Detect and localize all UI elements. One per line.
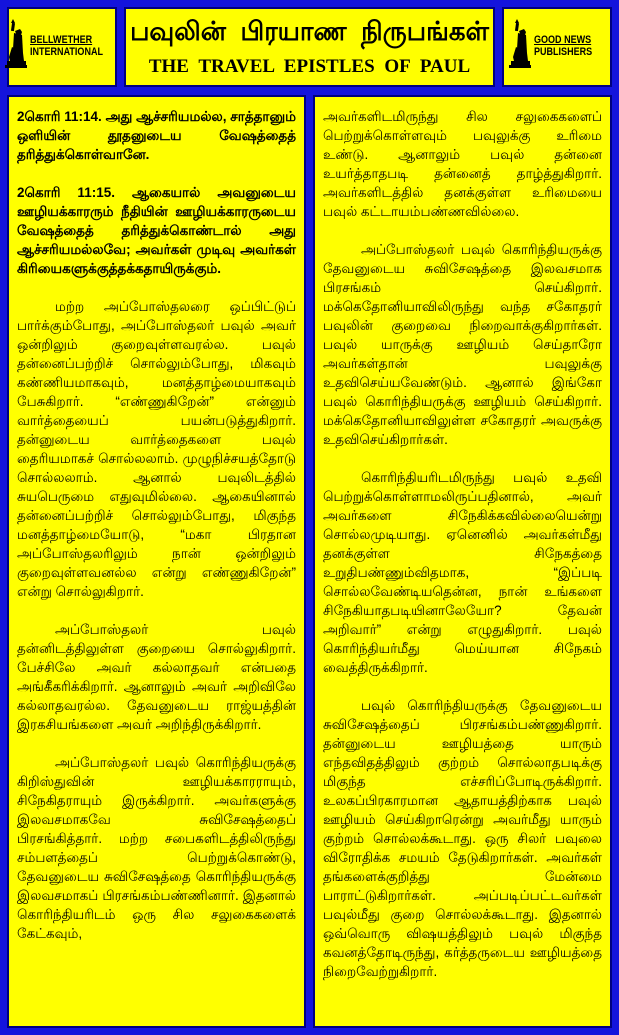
bellwether-logo: [7, 7, 117, 87]
title-box: [124, 7, 495, 87]
logo-line1: BELLWETHER: [30, 34, 93, 47]
commentary-paragraph: அவர்களிடமிருந்து சில சலுகைகளைப் பெற்றுக்கொள்ளவும் பவுலுக்கு உரிமை உண்டு. ஆனாலும் பவுல் தன்னை உயர்த்தாதபடி தன்னைத் தாழ்த்துகிறார். அவர்களிடத்தில் தனக்குள்ள உரிமையை பவுல் கட்டாயம்பண்ணவில்லை.: [323, 109, 602, 219]
commentary-paragraph: மற்ற அப்போஸ்தலரை ஒப்பிட்டுப் பார்க்கும்போது, அப்போஸ்தலர் பவுல் அவர் ஒன்றிலும் குறைவுள்ளவரல்ல. பவுல் தன்னைப்பற்றிச் சொல்லும்போது, மிகவும் கண்ணியமாகவும், மனத்தாழ்மையாகவும் பேசுகிறார். “எண்ணுகிறேன்” என்னும் வார்த்தையைப் பயன்படுத்துகிறார். தன்னுடைய வார்த்தைகளை பவுல் தைரியமாகச் சொல்லலாம். முழுநிச்சயத்தோடு சொல்லலாம். ஆனால் பவுலிடத்தில் சுயபெருமை எதுவுமில்லை. ஆகையினால் தன்னைப்பற்றிச் சொல்லும்போது, மிகுந்த மனத்தாழ்மையோடு, “மகா பிரதான அப்போஸ்தலரிலும் நான் ஒன்றிலும் குறைவுள்ளவனல்ல என்று எண்ணுகிறேன்” என்று சொல்லுகிறார்.: [17, 299, 296, 599]
right-column: [313, 95, 612, 1028]
good-news-logo-text: [534, 35, 605, 58]
statue-of-liberty-icon: [509, 19, 531, 76]
bible-verse-paragraph: 2கொரி 11:14. அது ஆச்சரியமல்ல, சாத்தானும் ஒளியின் தூதனுடைய வேஷத்தைத் தரித்துக்கொள்வானே.: [17, 109, 296, 162]
page-title-tamil: பவுலின் பிரயாண நிருபங்கள்: [130, 16, 489, 46]
left-column: [7, 95, 306, 1028]
good-news-publishers-logo: [502, 7, 612, 87]
header: [7, 7, 612, 87]
logo-line2: INTERNATIONAL: [30, 46, 103, 58]
statue-of-liberty-icon: [5, 19, 27, 76]
logo-line2: PUBLISHERS: [534, 46, 593, 58]
bible-verse-paragraph: 2கொரி 11:15. ஆகையால் அவனுடைய ஊழியக்காரரும் நீதியின் ஊழியக்காரருடைய வேஷத்தைத் தரித்துக்கொண்டால் அது ஆச்சரியமல்லவே; அவர்கள் முடிவு அவர்கள் கிரியைகளுக்குத்தக்கதாயிருக்கும்.: [17, 185, 296, 276]
commentary-paragraph: கொரிந்தியரிடமிருந்து பவுல் உதவி பெற்றுக்கொள்ளாமலிருப்பதினால், அவர் அவர்களை சிநேகிக்கவில்லையென்று சொல்லமுடியாது. ஏனெனில் அவர்கள்மீது தனக்குள்ள சிநேகத்தை உறுதிபண்ணும்விதமாக, “இப்படி சொல்லவேண்டியதென்ன, நான் உங்களை சிநேகியாதபடியினாலேயோ? தேவன் அறிவார்” என்று எழுதுகிறார். பவுல் கொரிந்தியர்மீது மெய்யான சிநேகம் வைத்திருக்கிறார்.: [323, 470, 602, 675]
commentary-paragraph: பவுல் கொரிந்தியருக்கு தேவனுடைய சுவிசேஷத்தைப் பிரசங்கம்பண்ணுகிறார். தன்னுடைய ஊழியத்தை யாரும் எந்தவிதத்திலும் குற்றம் சொல்லாதபடிக்கு மிகுந்த எச்சரிப்போடிருக்கிறார். உலகப்பிரகாரமான ஆதாயத்திற்காக பவுல் ஊழியம் செய்கிறாரென்று அவர்மீது யாரும் குற்றம் சொல்லக்கூடாது. ஒரு சிலர் பவுலை விரோதிக்க சமயம் தேடுகிறார்கள். அவர்கள் தங்களைக்குறித்து மேன்மை பாராட்டுகிறார்கள். அப்படிப்பட்டவர்கள் பவுல்மீது குறை சொல்லக்கூடாது. இதனால் ஒவ்வொரு விஷயத்திலும் பவுல் மிகுந்த கவனத்தோடிருந்து, கர்த்தருடைய ஊழியத்தை நிறைவேற்றுகிறார்.: [323, 698, 602, 979]
commentary-paragraph: அப்போஸ்தலர் பவுல் கொரிந்தியருக்கு கிறிஸ்துவின் ஊழியக்காரராயும், சிநேகிதராயும் இருக்கிறார். அவர்களுக்கு இலவசமாகவே சுவிசேஷத்தைப் பிரசங்கித்தார். மற்ற சபைகளிடத்திலிருந்து சம்பளத்தைப் பெற்றுக்கொண்டு, தேவனுடைய சுவிசேஷத்தை கொரிந்தியருக்கு இலவசமாகப் பிரசங்கம்பண்ணினார். இதனால் கொரிந்தியரிடம் ஒரு சில சலுகைகளைக் கேட்கவும்,: [17, 755, 296, 941]
commentary-paragraph: அப்போஸ்தலர் பவுல் கொரிந்தியருக்கு தேவனுடைய சுவிசேஷத்தை இலவசமாக பிரசங்கம் செய்கிறார். மக்கெதோனியாவிலிருந்து வந்த சகோதரர் பவுலின் குறைவை நிறைவாக்குகிறார்கள். பவுல் யாருக்கு ஊழியம் செய்தாரோ அவர்கள்தான் பவுலுக்கு உதவிசெய்யவேண்டும். ஆனால் இங்கோ பவுல் கொரிந்தியருக்கு ஊழியம் செய்கிறார். மக்கெதோனியாவிலுள்ள சகோதரர் அவருக்கு உதவிசெய்கிறார்கள்.: [323, 242, 602, 447]
page-title-english: THE TRAVEL EPISTLES OF PAUL: [148, 55, 471, 77]
logo-line1: GOOD NEWS: [534, 34, 592, 47]
commentary-paragraph: அப்போஸ்தலர் பவுல் தன்னிடத்திலுள்ள குறையை சொல்லுகிறார். பேச்சிலே அவர் கல்லாதவர் என்பதை அங்கீகரிக்கிறார். ஆனாலும் அவர் அறிவிலே கல்லாதவரல்ல. தேவனுடைய ராஜ்யத்தின் இரகசியங்களை அவர் அறிந்திருக்கிறார்.: [17, 622, 296, 732]
content-area: [7, 95, 612, 1028]
bellwether-logo-text: [30, 35, 119, 58]
